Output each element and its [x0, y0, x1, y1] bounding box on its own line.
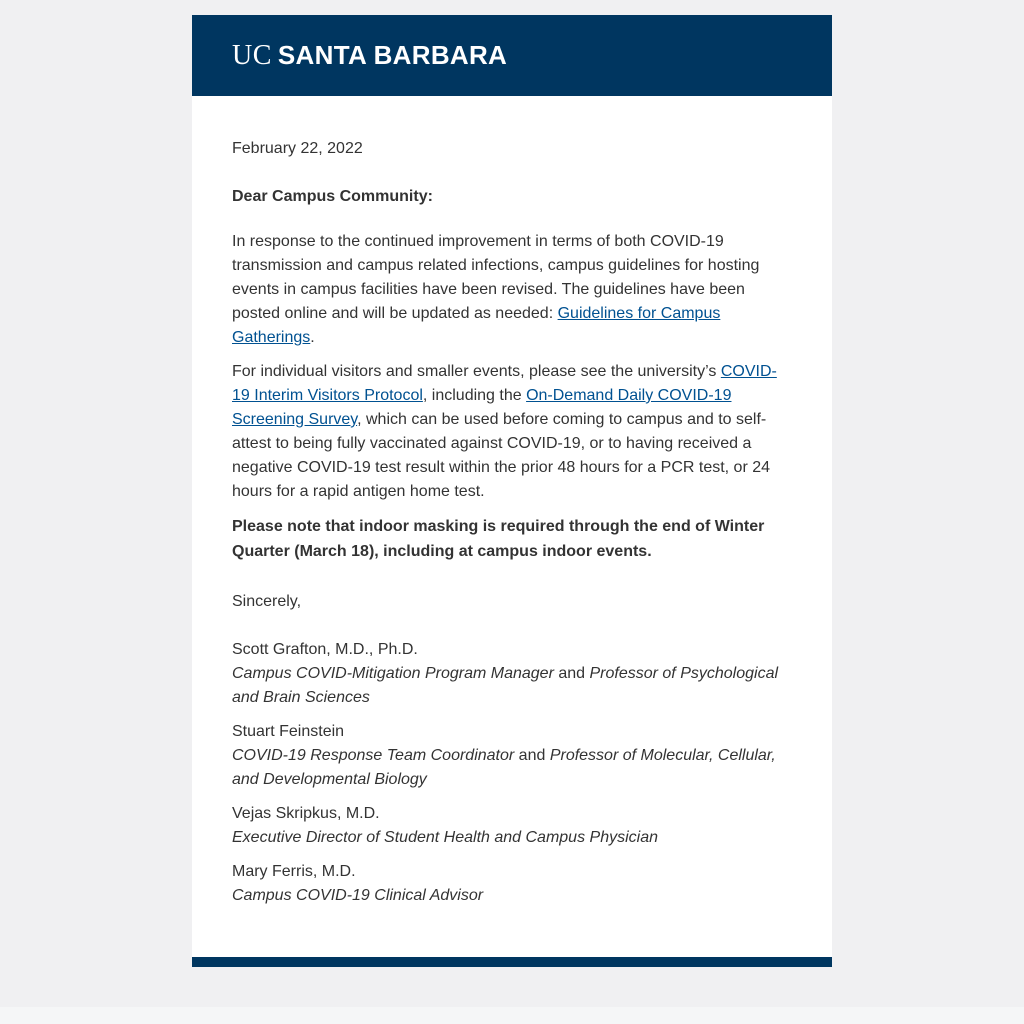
title-connector: and	[553, 665, 590, 682]
signatory-name: Vejas Skripkus, M.D.	[232, 805, 380, 822]
letter-greeting: Dear Campus Community:	[232, 188, 433, 205]
paragraph-text: For individual visitors and smaller events, please see the university’s	[232, 363, 721, 380]
paragraph-text: , including the	[422, 387, 527, 404]
paragraph-guidelines	[232, 230, 792, 350]
signature-block	[232, 860, 792, 908]
letter-closing: Sincerely,	[232, 593, 302, 610]
footer-bar	[192, 957, 832, 967]
title-connector: and	[514, 747, 550, 764]
email-body	[192, 15, 832, 967]
signature-block	[232, 638, 792, 710]
paragraph-visitors	[232, 360, 792, 504]
signature-block	[232, 720, 792, 792]
email-header	[192, 15, 832, 96]
signatory-name: Mary Ferris, M.D.	[232, 863, 356, 880]
signatory-name: Scott Grafton, M.D., Ph.D.	[232, 641, 418, 658]
letter-content	[192, 96, 832, 908]
paragraph-end: .	[310, 329, 315, 346]
signatory-title: Executive Director of Student Health and Campus Physician	[232, 829, 658, 846]
logo-name: SANTA BARBARA	[277, 40, 508, 70]
signatory-name: Stuart Feinstein	[232, 723, 345, 740]
ucsb-logo	[232, 42, 507, 70]
paragraph-text: In response to the continued improvement in terms of both COVID-19 transmission and campus related infections, campus guidelines for hosting events in campus facilities have been revised. The guidelines have been posted online and will be updated as needed:	[232, 233, 760, 322]
signatory-title: COVID-19 Response Team Coordinator	[232, 747, 515, 764]
signatory-title: Professor of Psychological and Brain Sciences	[232, 665, 779, 706]
paragraph-text: , which can be used before coming to campus and to self-attest to being fully vaccinated against COVID-19, or to having received a negative COVID-19 test result within the prior 48 hours for a PCR test, or 24 hours for a rapid antigen home test.	[232, 411, 771, 500]
letter-date: February 22, 2022	[232, 140, 363, 157]
masking-note: Please note that indoor masking is required through the end of Winter Quarter (March 18), including at campus indoor events.	[232, 518, 765, 560]
signature-block	[232, 802, 792, 850]
logo-uc: UC	[232, 40, 272, 71]
page-bottom-strip	[0, 1007, 1024, 1024]
guidelines-link[interactable]: Guidelines for Campus Gatherings	[232, 305, 721, 346]
signatory-title: Campus COVID-Mitigation Program Manager	[232, 665, 554, 682]
signatory-title: Campus COVID-19 Clinical Advisor	[232, 887, 484, 904]
visitors-protocol-link[interactable]: COVID-19 Interim Visitors Protocol	[232, 363, 777, 404]
signatory-title: Professor of Molecular, Cellular, and Developmental Biology	[232, 747, 776, 788]
screening-survey-link[interactable]: On-Demand Daily COVID-19 Screening Survey	[232, 387, 732, 428]
